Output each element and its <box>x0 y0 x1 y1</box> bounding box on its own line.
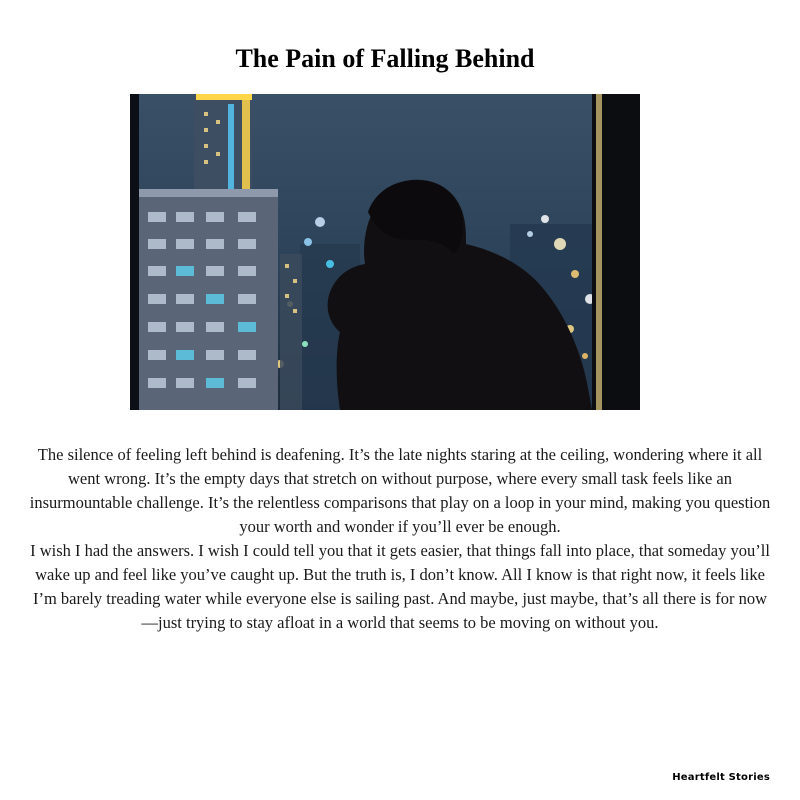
article-title: The Pain of Falling Behind <box>235 44 535 73</box>
brand-signature: Heartfelt Stories <box>672 772 770 783</box>
city-night-photo <box>130 94 640 410</box>
article-paragraph-1: The silence of feeling left behind is deafening. It’s the late nights staring at the ceiling, wondering where it all went wrong. It’s the empty days that stretch on without purpose, where every small task feels like an insurmountable challenge. It’s the relentless comparisons that play on a loop in your mind, making you question your worth and wonder if you’ll ever be enough. <box>29 445 771 536</box>
article-body <box>28 443 772 635</box>
article-paragraph-2: I wish I had the answers. I wish I could tell you that it gets easier, that things fall into place, that someday you’ll wake up and feel like you’ve caught up. But the truth is, I don’t know. All I know is that right now, it feels like I’m barely treading water while everyone else is sailing past. And maybe, just maybe, that’s all there is for now—just trying to stay afloat in a world that seems to be moving on without you. <box>30 541 770 632</box>
